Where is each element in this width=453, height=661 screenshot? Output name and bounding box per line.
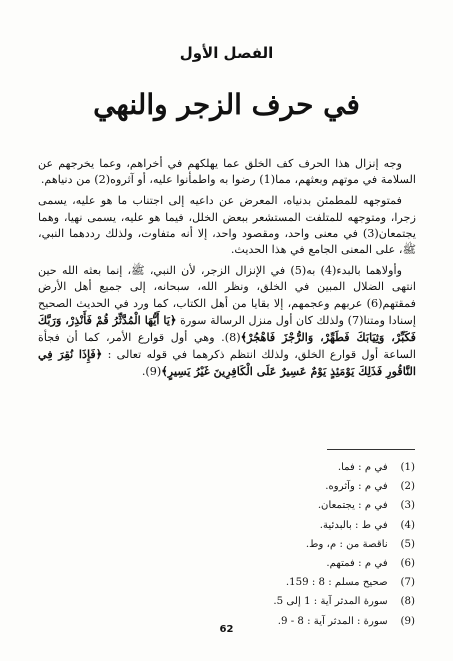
footnote-number: (8) bbox=[400, 596, 415, 608]
footnote-number: (7) bbox=[400, 577, 415, 589]
footnote-number: (2) bbox=[400, 481, 415, 493]
footnote-divider bbox=[327, 449, 415, 450]
footnote-text: في م : يجتمعان. bbox=[317, 500, 388, 512]
paragraph-3-end: (9). bbox=[141, 365, 162, 379]
footnote-number: (3) bbox=[400, 500, 415, 512]
footnote-text: في م : فما. bbox=[337, 462, 388, 473]
chapter-heading: الفصل الأول bbox=[179, 44, 274, 62]
footnote-number: (9) bbox=[400, 615, 415, 627]
footnote-item bbox=[215, 573, 415, 592]
footnote-item bbox=[215, 496, 415, 515]
section-title: في حرف الزجر والنهي bbox=[93, 88, 360, 121]
paragraph-2: فمتوجهه للمطمئن بدنياه، المعرض عن داعيه إلى اجتناب ما هو عليه، يسمى زجرا، ومتوجهه للمتلفت المستشعر ببعض الخلل، فيما هو عليه، يسمى نهيا، وهما يجتمعان(3) في معنى واحد، ومقصود واحد، إلا أنه متفاوت، ولذلك رددهما النبي، ﷺ، على المعنى الجامع في هذا الحديث. bbox=[38, 194, 416, 257]
paragraph-1: وجه إنزال هذا الحرف كف الخلق عما يهلكهم في أخراهم، وعما يخرجهم عن السلامة في موتهم وبعثهم، مما(1) رضوا به واطمأنوا عليه، أو آثروه(2) من دنياهم. bbox=[38, 157, 416, 187]
footnote-item bbox=[215, 554, 415, 573]
footnote-text: في م : وآثروه. bbox=[325, 481, 388, 493]
paragraph-3-text: وأولاهما بالبدء(4) به(5) في الإنزال الزجر، لأن النبي، ﷺ، إنما بعثه الله حين انتهى الضلال المبين في الخلق، ونظر الله، سبحانه، إلى جميع أهل الأرض فمقتهم(6) عربهم وعجمهم، إلا بقايا من أهل الكتاب، كما ورد في الحديث الصحيح إسنادا ومتنا(7) ولذلك كان أول منزل الرسالة سورة bbox=[38, 264, 416, 327]
footnote-text: في م : فمتهم. bbox=[326, 558, 388, 570]
body-text bbox=[38, 156, 416, 385]
footnote-item bbox=[215, 477, 415, 496]
paragraph-3-continuation: (8). وهي أول قوارع الأمر، كما أن فجأة الساعة أول قوارع الخلق، ولذلك انتظم ذكرهما في قوله تعالى : bbox=[38, 331, 417, 362]
footnote-text: سورة : المدثر آية : 8 - 9. bbox=[277, 615, 388, 627]
page-number: 62 bbox=[219, 624, 234, 635]
footnote-item bbox=[215, 516, 415, 535]
paragraph-3 bbox=[38, 263, 416, 380]
quran-quote-1: ﴿يَا أَيُّهَا الْمُدَّثِّرُ قُمْ فَأَنْذِرْ، وَرَبَّكَ فَكَبِّرْ، وَثِيَابَكَ فَطَهِّرْ، وَالرُّجْزَ فَاهْجُرْ﴾ bbox=[38, 312, 416, 345]
footnote-item bbox=[215, 458, 415, 477]
footnote-item bbox=[215, 592, 415, 611]
footnote-text: في ط : بالبدئية. bbox=[319, 519, 388, 531]
footnote-text: ناقصة من : م، وط. bbox=[305, 538, 388, 550]
footnote-text: صحيح مسلم : 8 : 159. bbox=[285, 577, 388, 589]
footnotes-list bbox=[215, 458, 415, 631]
quran-quote-2: ﴿فَإِذَا نُقِرَ فِي النَّاقُورِ فَذَلِكَ يَوْمَئِذٍ يَوْمٌ عَسِيرٌ عَلَى الْكَافِرِينَ غَيْرُ يَسِيرٍ﴾ bbox=[38, 347, 416, 379]
footnote-number: (1) bbox=[400, 462, 415, 473]
footnote-number: (5) bbox=[400, 538, 415, 550]
footnote-number: (4) bbox=[400, 519, 415, 531]
footnote-text: سورة المدثر آية : 1 إلى 5. bbox=[273, 596, 388, 608]
footnote-item bbox=[215, 535, 415, 554]
footnote-number: (6) bbox=[400, 558, 415, 570]
